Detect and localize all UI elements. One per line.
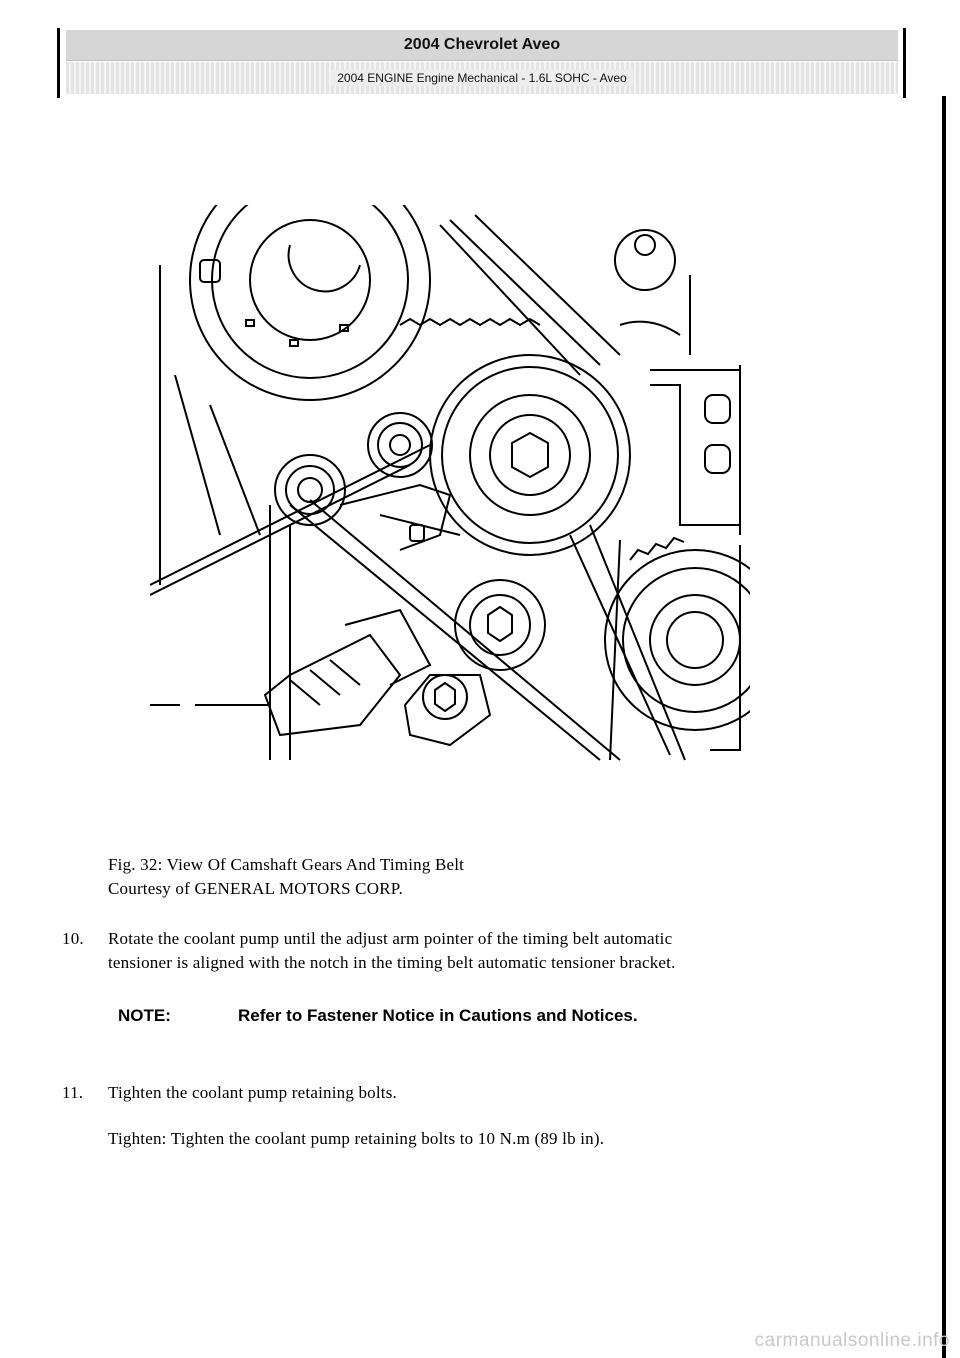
step-text (108, 927, 848, 975)
document-subtitle-bar (66, 62, 898, 94)
figure-caption-credit: Courtesy of GENERAL MOTORS CORP. (108, 879, 403, 898)
document-title: 2004 Chevrolet Aveo (66, 30, 898, 61)
header-left-rule (57, 28, 60, 98)
header-right-rule (903, 28, 906, 98)
torque-spec: Tighten: Tighten the coolant pump retaining bolts to 10 N.m (89 lb in). (108, 1129, 605, 1148)
step-number: 11. (62, 1083, 84, 1102)
step-text-line: Rotate the coolant pump until the adjust arm pointer of the timing belt automatic (108, 929, 673, 948)
procedure-step-11 (62, 1081, 862, 1105)
timing-belt-figure (150, 205, 750, 765)
figure-caption (108, 853, 464, 901)
camshaft-sprocket-outer (190, 205, 430, 400)
page-right-rule (942, 96, 946, 1358)
step-text: Tighten the coolant pump retaining bolts. (108, 1083, 397, 1102)
note-callout (118, 1003, 718, 1029)
figure-caption-title: Fig. 32: View Of Camshaft Gears And Timing Belt (108, 855, 465, 874)
watermark: carmanualsonline.info (754, 1330, 950, 1351)
note-label: NOTE: (118, 1006, 171, 1025)
note-text: Refer to Fastener Notice in Cautions and Notices. (238, 1006, 638, 1025)
timing-belt-illustration (150, 205, 750, 765)
document-subtitle: 2004 ENGINE Engine Mechanical - 1.6L SOHC - Aveo (331, 70, 632, 86)
step-text-line: tensioner is aligned with the notch in the timing belt automatic tensioner bracket. (108, 953, 676, 972)
procedure-step-10 (62, 927, 862, 975)
tensioner-pulley (430, 355, 630, 555)
step-number: 10. (62, 929, 84, 948)
